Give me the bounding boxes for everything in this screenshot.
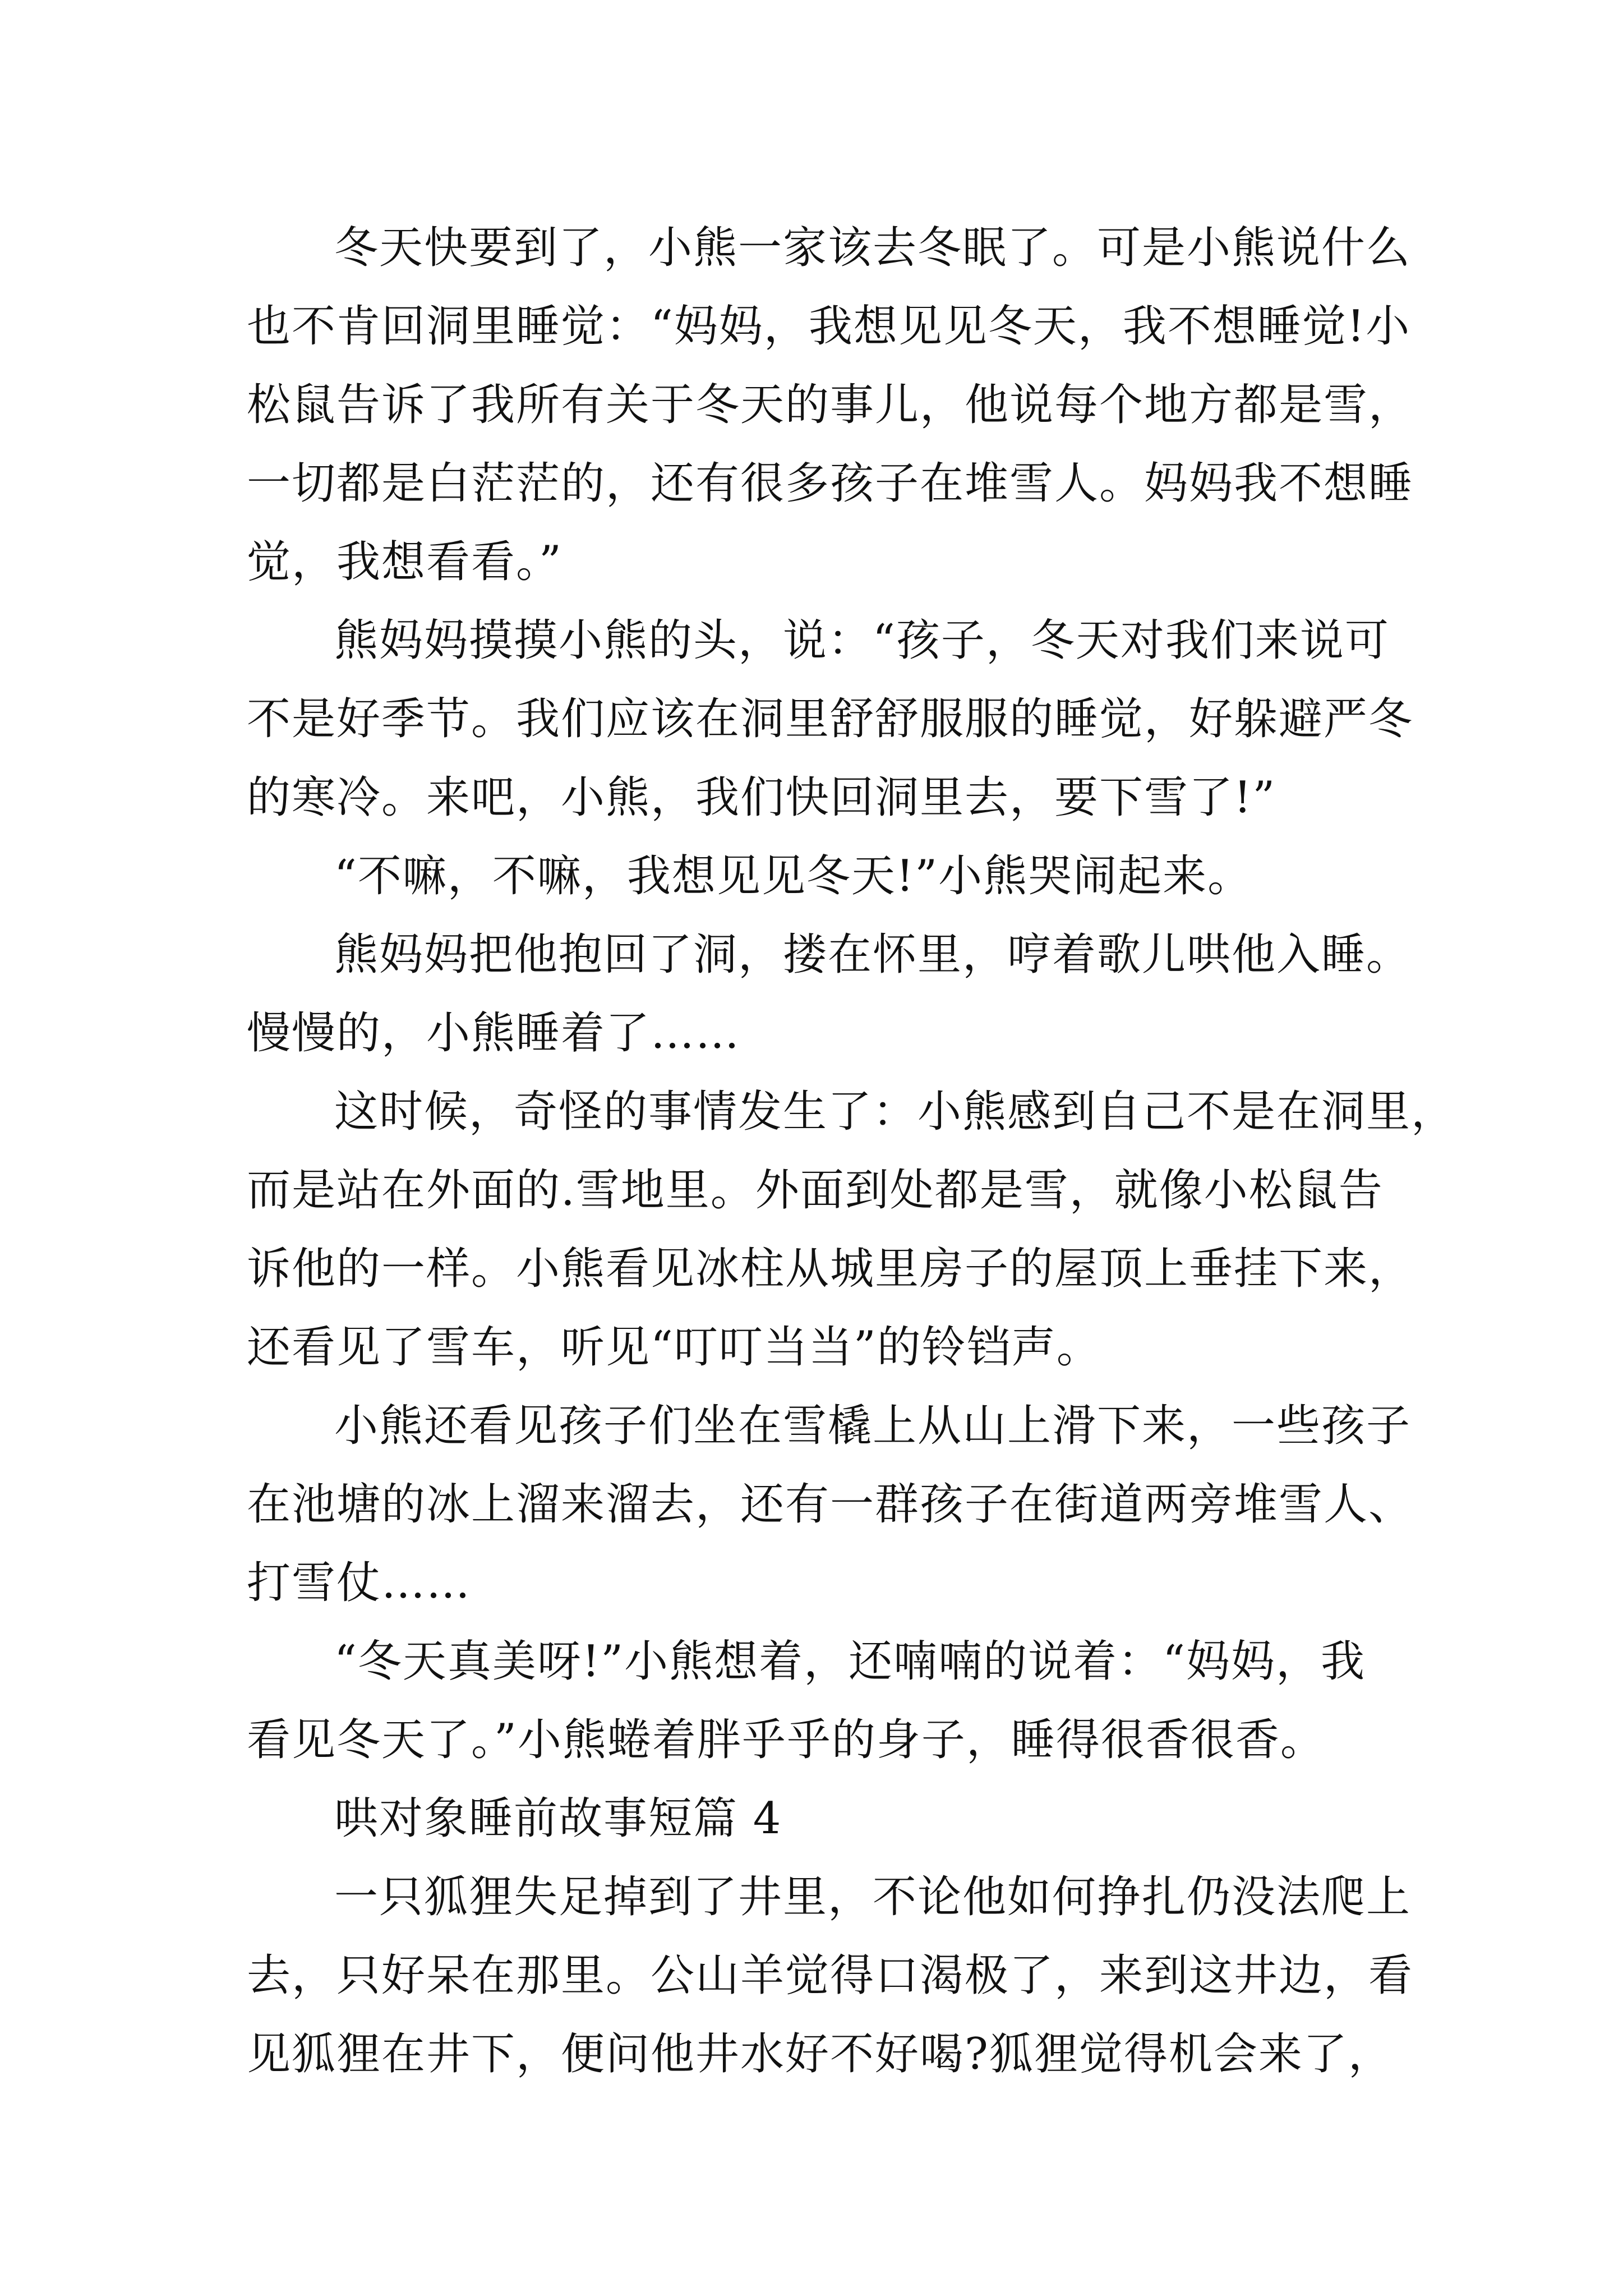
- text-line: 还看见了雪车，听见“叮叮当当”的铃铛声。: [247, 1322, 1101, 1373]
- text-line: “冬天真美呀!”小熊想着，还喃喃的说着：“妈妈，我: [334, 1636, 1366, 1687]
- text-line: 慢慢的，小熊睡着了……: [247, 1008, 741, 1059]
- text-line: 小熊还看见孩子们坐在雪橇上从山上滑下来，一些孩子: [334, 1401, 1412, 1451]
- text-line: 松鼠告诉了我所有关于冬天的事儿，他说每个地方都是雪，: [247, 380, 1414, 430]
- text-line: 打雪仗……: [247, 1558, 472, 1608]
- text-line: 去，只好呆在那里。公山羊觉得口渴极了，来到这井边，看: [247, 1950, 1414, 2001]
- text-line: 也不肯回洞里睡觉：“妈妈，我想见见冬天，我不想睡觉!小: [247, 301, 1411, 352]
- text-line: 这时候，奇怪的事情发生了：小熊感到自己不是在洞里，: [334, 1087, 1456, 1137]
- text-line: 冬天快要到了，小熊一家该去冬眠了。可是小熊说什么: [334, 223, 1412, 273]
- text-line: 看见冬天了。”小熊蜷着胖乎乎的身子，睡得很香很香。: [247, 1715, 1325, 1765]
- text-line: 觉，我想看看。”: [247, 537, 562, 587]
- text-line: 诉他的一样。小熊看见冰柱从城里房子的屋顶上垂挂下来，: [247, 1244, 1414, 1294]
- text-line: 熊妈妈摸摸小熊的头，说：“孩子，冬天对我们来说可: [334, 615, 1390, 666]
- text-line: 不是好季节。我们应该在洞里舒舒服服的睡觉，好躲避严冬: [247, 694, 1414, 744]
- text-line: 一只狐狸失足掉到了井里，不论他如何挣扎仍没法爬上: [334, 1872, 1412, 1922]
- text-line: 熊妈妈把他抱回了洞，搂在怀里，哼着歌儿哄他入睡。: [334, 930, 1412, 980]
- text-line: 而是站在外面的.雪地里。外面到处都是雪，就像小松鼠告: [247, 1165, 1384, 1216]
- text-line: 一切都是白茫茫的，还有很多孩子在堆雪人。妈妈我不想睡: [247, 458, 1414, 509]
- text-line: 见狐狸在井下，便问他井水好不好喝?狐狸觉得机会来了，: [247, 2029, 1393, 2079]
- text-line: “不嘛，不嘛，我想见见冬天!”小熊哭闹起来。: [334, 851, 1253, 901]
- text-line: 的寒冷。来吧，小熊，我们快回洞里去，要下雪了!”: [247, 772, 1276, 823]
- text-line: 在池塘的冰上溜来溜去，还有一群孩子在街道两旁堆雪人、: [247, 1479, 1414, 1530]
- document-body: [247, 209, 1456, 2093]
- section-heading: 哄对象睡前故事短篇 4: [334, 1793, 782, 1844]
